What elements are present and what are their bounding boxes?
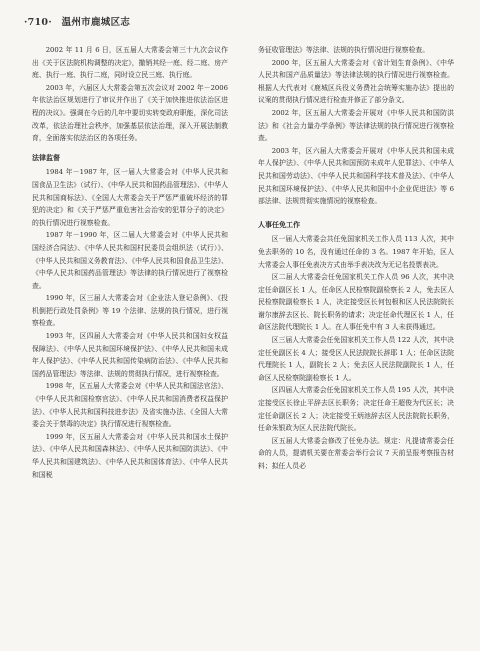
paragraph: 1999 年，区五届人大常委会对《中华人民共和国水土保护法》、《中华人民共和国森林法》、《中华人民共和国防洪法》、《中华人民共和国建筑法》、《中华人民共和国体育法》、《中华人民共和国税: [32, 432, 228, 479]
section-heading: 法律监督: [32, 152, 60, 162]
paragraph: 务征收管理法》等法律、法规的执行情况进行视察检查。: [258, 46, 430, 54]
paragraph: 1998 年，区五届人大常委会对《中华人民共和国法官法》、《中华人民共和国检察官法》、《中华人民共和国消费者权益保护法》、《中华人民共和国科技进步法》及省实施办法、《全国人大常委会关于禁毒的决定》执行情况进行视察检查。: [32, 382, 228, 429]
paragraph: 2000 年，区五届人大常委会对《省计划生育条例》、《中华人民共和国产品质量法》等法律法规的执行情况进行视察检查。根据人大代表对《鹿城区兵役义务费社会统筹实施办法》提出的议案的贯彻执行情况进行检查并修正了部分条文。: [258, 58, 454, 105]
paragraph: 2003 年，区六届人大常委会开展对《中华人民共和国未成年人保护法》、《中华人民共和国预防未成年人犯罪法》、《中华人民共和国劳动法》、《中华人民共和国科学技术普及法》、《中华人民共和国环境保护法》、《中华人民共和国中小企业促进法》等 6 部法律、法规贯彻实施情况的视察检查。: [258, 146, 454, 206]
paragraph: 区三届人大常委会任免国家机关工作人员 122 人次，其中决定任免副区长 4 人；接受区人民法院院长辞耶 1 人；任命区法院代理院长 1 人，副院长 2 人；免去区人民法院副院长 1 人，任命区人民检察院副检察长 1 人。: [258, 336, 454, 382]
page-header: [24, 14, 130, 28]
right-column: [258, 44, 454, 473]
page-number: ·710·: [24, 17, 52, 28]
paragraph: 1993 年，区四届人大常委会对《中华人民共和国妇女权益保障法》、《中华人民共和国环境保护法》、《中华人民共和国未成年人保护法》、《中华人民共和国传染病防治法》、《中华人民共和国药品管理法》等法律、法规的贯彻执行情况，进行视察检查。: [32, 332, 228, 378]
paragraph: 2003 年，六届区人大常委会第五次会议对 2002 年－2006 年依法治区规划进行了审议并作出了《关于加快推进依法治区进程的决议》。强调在今后的几年中要切实转变政府职能，深化司法改革，依法治理社会秩序，加强基层依法治理，深入开展法制教育，全面落实依法治区的各项任务。: [32, 83, 228, 143]
paragraph: 2002 年，区五届人大常委会开展对《中华人民共和国防洪法》和《社会力量办学条例》等法律法规的执行情况进行视察检查。: [258, 108, 454, 143]
paragraph: 1987 年－1990 年，区二届人大常委会对《中华人民共和国经济合同法》、《中华人民共和国村民委员会组织法（试行）》、《中华人民共和国义务教育法》、《中华人民共和国食品卫生法》、《中华人民共和国药品管理法》等法律的执行情况进行了视察检查。: [32, 231, 228, 290]
section-heading: 人事任免工作: [258, 219, 300, 229]
paragraph: 2002 年 11 月 6 日，区五届人大常委会第三十九次会议作出《关于区法院机构调整的决定》，撤销其经一庭、经二庭、房产庭、执行一庭、执行二庭，同时设立民三庭、执行庭。: [32, 46, 228, 80]
paragraph: 1984 年－1987 年，区一届人大常委会对《中华人民共和国食品卫生法》（试行）、《中华人民共和国药品管理法》、《中华人民共和国商标法》、《全国人大常委会关于严惩严重破坏经济的罪犯的决定》和《关于严惩严重危害社会治安的犯罪分子的决定》的执行情况进行视察检查。: [32, 168, 228, 227]
paragraph: 区五届人大常委会修改了任免办法。规定：凡提请常委会任命的人员，提请机关要在常委会举行会议 7 天前呈报考察报告材料；拟任人员必: [258, 436, 454, 470]
book-title: 温州市鹿城区志: [61, 17, 131, 28]
paragraph: 区四届人大常委会任免国家机关工作人员 195 人次，其中决定接受区长徐止平辞去区长职务；决定任命王超俊为代区长；决定任命副区长 2 人；决定接受王炳池辞去区人民法院院长职务，任命朱银政为区人民法院代院长。: [258, 386, 454, 433]
left-column: [32, 44, 228, 481]
paragraph: 区二届人大常委会任免国家机关工作人员 96 人次，其中决定任命副区长 1 人，任命区人民检察院副检察长 2 人，免去区人民检察院副检察长 1 人，决定接受区长何包根和区人民法院院长谢尔康辞去区长、院长职务的请求；决定任命代理区长 1 人，任命区法院代理院长 1 人。在人事任免中有 3 人未获得通过。: [258, 273, 454, 332]
paragraph: 1990 年，区三届人大常委会对《企业法人登记条例》、《投机倒把行政处罚条例》等 19 个法律、法规的执行情况，进行视察检查。: [32, 294, 228, 328]
paragraph: 区一届人大常委会共任免国家机关工作人员 113 人次，其中免去职务的 10 名，没有通过任命的 3 名。1987 年开始，区人大常委会人事任免表决方式由举手表决改为无记名投票表决。: [258, 235, 454, 269]
